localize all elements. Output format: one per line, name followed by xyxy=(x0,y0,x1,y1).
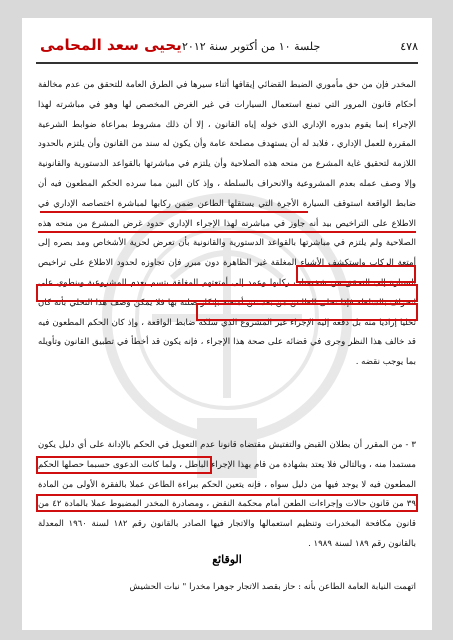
paragraph-1: المخدر فإن من حق مأموري الضبط القضائي إيقافها أثناء سيرها في الطرق العامة للتحقق من عدم مخالفة أحكام قانون المرور التي تمنع استعمال السيارات في غير الغرض المخصص لها وهو في مباشرته لهذا الإجراء إنما يقوم بدوره الإداري الذي خوله إياه القانون ، إلا أن ذلك مشروط بمراعاة ضوابط الشرعية المقررة للعمل الإداري ، فلابد له أن يستهدف مصلحة عامة وأن يكون له سند من القانون وأن يلتزم بالحدود اللازمة لتحقيق غاية المشرع من منحه هذه الصلاحية وأن يلتزم في مباشرتها بالقواعد الدستورية والقانونية وإلا وصف عمله بعدم المشروعية والانحراف بالسلطة ، وإذ كان البين مما سرده الحكم المطعون فيه أن ضابط الواقعة استوقف السيارة الأجرة التي يستقلها الطاعن ضمن ركابها لمباشرة اختصاصه الإداري في الاطلاع على التراخيص بيد أنه جاوز في مباشرته لهذا الإجراء الإداري حدود غرض المشرع من منحه هذه الصلاحية ولم يلتزم في مباشرتها بالقواعد الدستورية والقانونية بأن تعرض لحرية الأشخاص ومد بصره إلى أمتعة الركاب واستكشف الأشياء المغلقة غير الظاهرة دون مبرر فإن تجاوزه لحدود الاطلاع على تراخيص السيارة إلى التحقق من شخصيات ركابها وعمد إلى أمتعتهم المغلقة يتسم بعدم المشروعية وينطوي على انحراف بالسلطة فإذا تخلى الطاعن من بعد عن أمتعته بإنكار صلته بها فلا يمكن وصف هذا التخلي بأنه كان تخليا إراديا منه بل دفعه إليه الإجراء غير المشروع الذي سلكه ضابط الواقعة ، وإذ كان الحكم المطعون فيه قد خالف هذا النظر وجرى في قضائه على صحة هذا الإجراء ، فإنه يكون قد أخطأ في تطبيق القانون وتأويله بما يوجب نقضه . xyxy=(38,80,416,368)
highlight-box xyxy=(196,303,418,321)
author-name: يحيى سعد المحامى xyxy=(40,36,182,54)
section-title: الوقائع xyxy=(212,553,242,566)
highlight-box xyxy=(36,456,212,474)
highlight-box xyxy=(36,494,418,512)
page-number: ٤٧٨ xyxy=(400,40,418,53)
underline-mark xyxy=(38,231,416,233)
underline-mark xyxy=(40,211,308,213)
page-header xyxy=(22,18,432,60)
paragraph-2: ٣ - من المقرر أن بطلان القبض والتفتيش مقتضاه قانونا عدم التعويل في الحكم بالإدانة على أي دليل يكون مستمدا منه ، وبالتالي فلا يعتد بشهادة من قام بهذا الإجراء الباطل ، ولما كانت الدعوى حسبما حصلها الحكم المطعون فيه لا يوجد فيها من دليل سواه ، فإنه يتعين الحكم ببراءة الطاعن عملا بالفقرة الأولى من المادة ٣٩ من قانون حالات وإجراءات الطعن أمام محكمة النقض ، ومصادرة المخدر المضبوط عملا بالمادة ٤٢ من قانون مكافحة المخدرات وتنظيم استعمالها والاتجار فيها الصادر بالقانون رقم ١٨٢ لسنة ١٩٦٠ المعدلة بالقانون رقم ١٨٩ لسنة ١٩٨٩ . xyxy=(38,440,416,549)
document-page xyxy=(22,18,432,630)
facts-paragraph: اتهمت النيابة العامة الطاعن بأنه : حاز بقصد الاتجار جوهرا مخدرا " نبات الحشيش xyxy=(129,582,416,592)
session-date: جلسة ١٠ من أكتوبر سنة ٢٠١٢ xyxy=(182,40,321,53)
header-divider xyxy=(36,62,418,64)
highlight-box xyxy=(296,265,416,283)
highlight-box xyxy=(36,284,418,302)
